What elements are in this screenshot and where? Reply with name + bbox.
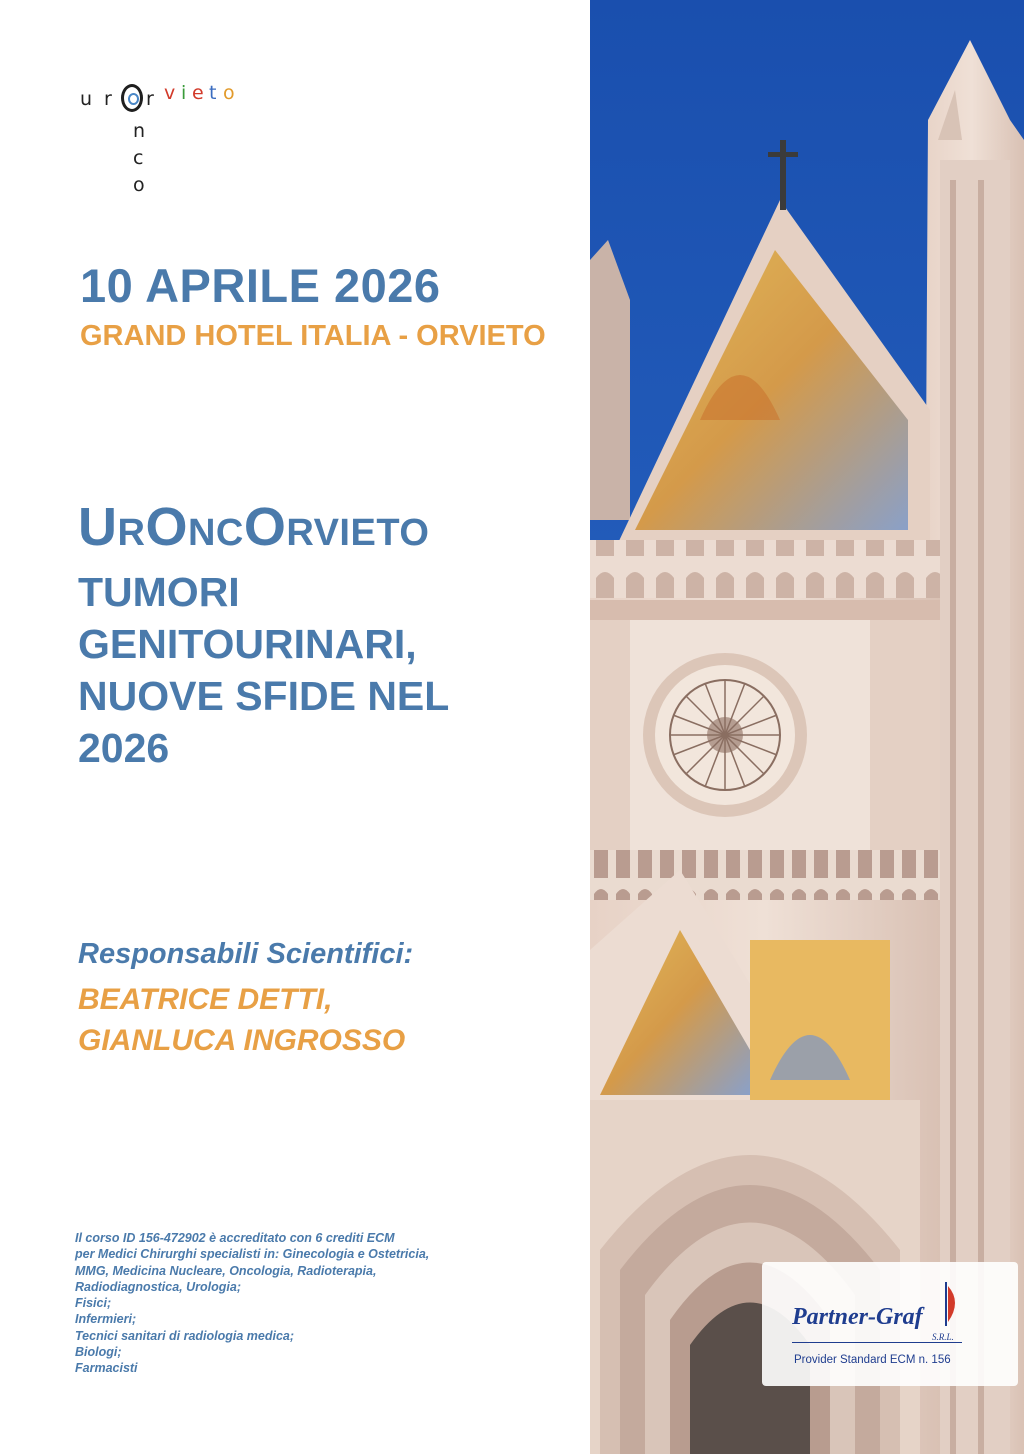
- event-subtitle: [78, 566, 558, 774]
- ecm-line: Biologi;: [75, 1345, 122, 1360]
- event-venue: GRAND HOTEL ITALIA - ORVIETO: [80, 320, 546, 352]
- scientific-name: GIANLUCA INGROSSO: [78, 1024, 406, 1057]
- logo-letter: n: [133, 120, 146, 142]
- uroncorvieto-logo: [80, 82, 280, 202]
- subtitle-line: TUMORI: [78, 569, 240, 615]
- ecm-line: Infermieri;: [75, 1312, 137, 1327]
- logo-letter: r: [146, 88, 154, 110]
- logo-letter: o: [223, 82, 235, 104]
- ecm-line: Farmacisti: [75, 1361, 138, 1376]
- provider-name: Partner-Graf: [792, 1304, 923, 1330]
- logo-o-icon: [121, 84, 143, 112]
- ecm-line: per Medici Chirurghi specialisti in: Ginecologia e Ostetricia,: [75, 1247, 430, 1262]
- ecm-line: Tecnici sanitari di radiologia medica;: [75, 1328, 295, 1343]
- ecm-accreditation-info: [75, 1230, 555, 1377]
- provider-box: [762, 1262, 1018, 1386]
- ecm-line: Fisici;: [75, 1296, 112, 1311]
- provider-suffix: S.R.L.: [932, 1332, 954, 1342]
- ecm-line: Radiodiagnostica, Urologia;: [75, 1279, 241, 1294]
- event-date: 10 APRILE 2026: [80, 259, 441, 312]
- subtitle-line: NUOVE SFIDE NEL: [78, 673, 450, 719]
- scientific-label: Responsabili Scientifici:: [78, 938, 414, 970]
- logo-letter: o: [133, 174, 145, 196]
- logo-letter: c: [133, 147, 144, 169]
- ecm-line: Il corso ID 156-472902 è accreditato con 6 crediti ECM: [75, 1231, 395, 1245]
- logo-letter: i: [181, 82, 187, 104]
- cathedral-photo: [590, 0, 1024, 1454]
- event-brand-title: UrOncOrvieto: [78, 497, 430, 557]
- scientific-names: [78, 979, 405, 1061]
- sail-logo-icon: [940, 1280, 964, 1330]
- logo-letter: e: [192, 82, 204, 104]
- logo-letter: t: [209, 82, 217, 104]
- scientific-name: BEATRICE DETTI,: [78, 983, 333, 1016]
- subtitle-line: GENITOURINARI,: [78, 621, 417, 667]
- provider-note: Provider Standard ECM n. 156: [794, 1354, 951, 1366]
- logo-letter: r: [104, 88, 112, 110]
- logo-letter: u: [80, 88, 93, 110]
- provider-divider: [792, 1342, 962, 1343]
- logo-letter: v: [164, 82, 176, 104]
- ecm-line: MMG, Medicina Nucleare, Oncologia, Radioterapia,: [75, 1263, 377, 1278]
- subtitle-line: 2026: [78, 725, 170, 771]
